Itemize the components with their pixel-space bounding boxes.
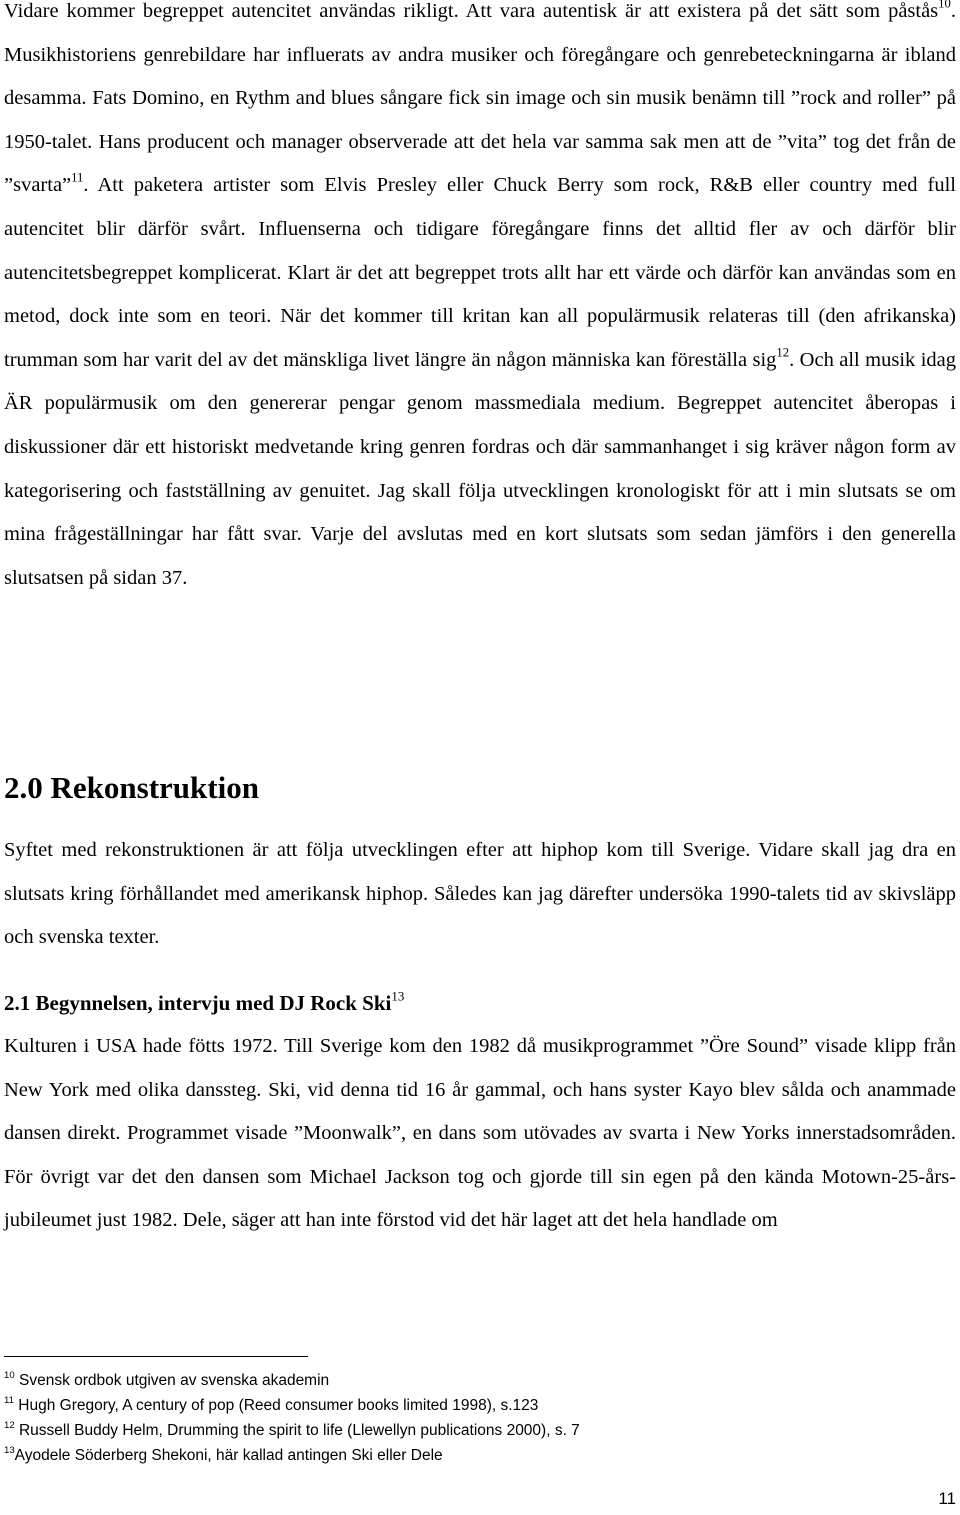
footnote	[4, 1368, 956, 1393]
footnote-reference[interactable]: 12	[776, 345, 790, 360]
footnote-reference[interactable]: 10	[938, 0, 951, 11]
footnote-text: Hugh Gregory, A century of pop (Reed consumer books limited 1998), s.123	[18, 1397, 539, 1414]
paragraph-text: . Och all musik idag ÄR populärmusik om den genererar pengar genom massmediala medium. Begreppet autencitet åberopas i diskussioner där ett historiskt medvetande kring genren fordras och där sammanhanget i sig kräver någon form av kategorisering och fastställning av genuitet. Jag skall följa utvecklingen kronologiskt för att i min slutsats se om mina frågeställningar har fått svar. Varje del avslutas med en kort slutsats som sedan jämförs i den generella slutsatsen på sidan 37.	[4, 348, 956, 589]
footnote-text: Russell Buddy Helm, Drumming the spirit to life (Llewellyn publications 2000), s. 7	[18, 1422, 580, 1439]
paragraph-text: . Att paketera artister som Elvis Presley eller Chuck Berry som rock, R&B eller country med full autencitet blir därför svårt. Influenserna och tidigare föregångare finns det alltid fler av och därför blir autencitetsbegreppet komplicerat. Klart är det att begreppet trots allt har ett värde och därför kan användas som en metod, dock inte som en teori. När det kommer till kritan kan all populärmusik relateras till (den afrikanska) trumman som har varit del av det mänskliga livet längre än någon människa kan föreställa sig	[4, 174, 956, 371]
footnote	[4, 1443, 956, 1468]
footnote-number: 12	[4, 1419, 15, 1431]
footnote-number: 13	[4, 1444, 15, 1456]
footnote-number: 10	[4, 1369, 15, 1381]
footnote-text: Svensk ordbok utgiven av svenska akademin	[18, 1372, 330, 1389]
body-paragraph: Kulturen i USA hade fötts 1972. Till Sverige kom den 1982 då musikprogrammet ”Öre Sound” visade klipp från New York med olika danssteg. Ski, vid denna tid 16 år gammal, och hans syster Kayo blev sålda och anammade dansen direkt. Programmet visade ”Moonwalk”, en dans som utövades av svarta i New Yorks innerstadsområden. För övrigt var det den dansen som Michael Jackson tog och gjorde till sin egen på den kända Motown-25-års-jubileumet just 1982. Dele, säger att han inte förstod vid det här laget att det hela handlade om	[4, 1035, 956, 1232]
footnote-separator	[4, 1356, 308, 1357]
footnotes	[4, 1368, 956, 1468]
footnote-text: Ayodele Söderberg Shekoni, här kallad antingen Ski eller Dele	[14, 1447, 443, 1464]
footnote	[4, 1393, 956, 1418]
paragraph-text: . Musikhistoriens genrebildare har influerats av andra musiker och föregångare och genrebeteckningarna är ibland desamma. Fats Domino, en Rythm and blues sångare fick sin image och sin musik benämn till ”rock and roller” på 1950-talet. Hans producent och manager observerade att det hela var samma sak men att de ”vita” tog det från de ”svarta”	[4, 0, 956, 197]
body-paragraph	[4, 0, 956, 600]
footnote-number: 11	[4, 1394, 14, 1406]
subsection-heading	[4, 983, 404, 1023]
footnote	[4, 1418, 956, 1443]
body-paragraph: Syftet med rekonstruktionen är att följa utvecklingen efter att hiphop kom till Sverige. Vidare skall jag dra en slutsats kring förhållandet med amerikansk hiphop. Således kan jag därefter undersöka 1990-talets tid av skivsläpp och svenska texter.	[4, 839, 956, 949]
subsection-heading-text: 2.1 Begynnelsen, intervju med DJ Rock Ski	[4, 991, 392, 1015]
footnote-reference[interactable]: 13	[391, 988, 405, 1004]
section-heading: 2.0 Rekonstruktion	[4, 770, 259, 805]
paragraph-text: Vidare kommer begreppet autencitet användas rikligt. Att vara autentisk är att existera på det sätt som påstås	[4, 0, 939, 22]
page-number: 11	[938, 1489, 956, 1508]
footnote-reference[interactable]: 11	[71, 170, 84, 185]
